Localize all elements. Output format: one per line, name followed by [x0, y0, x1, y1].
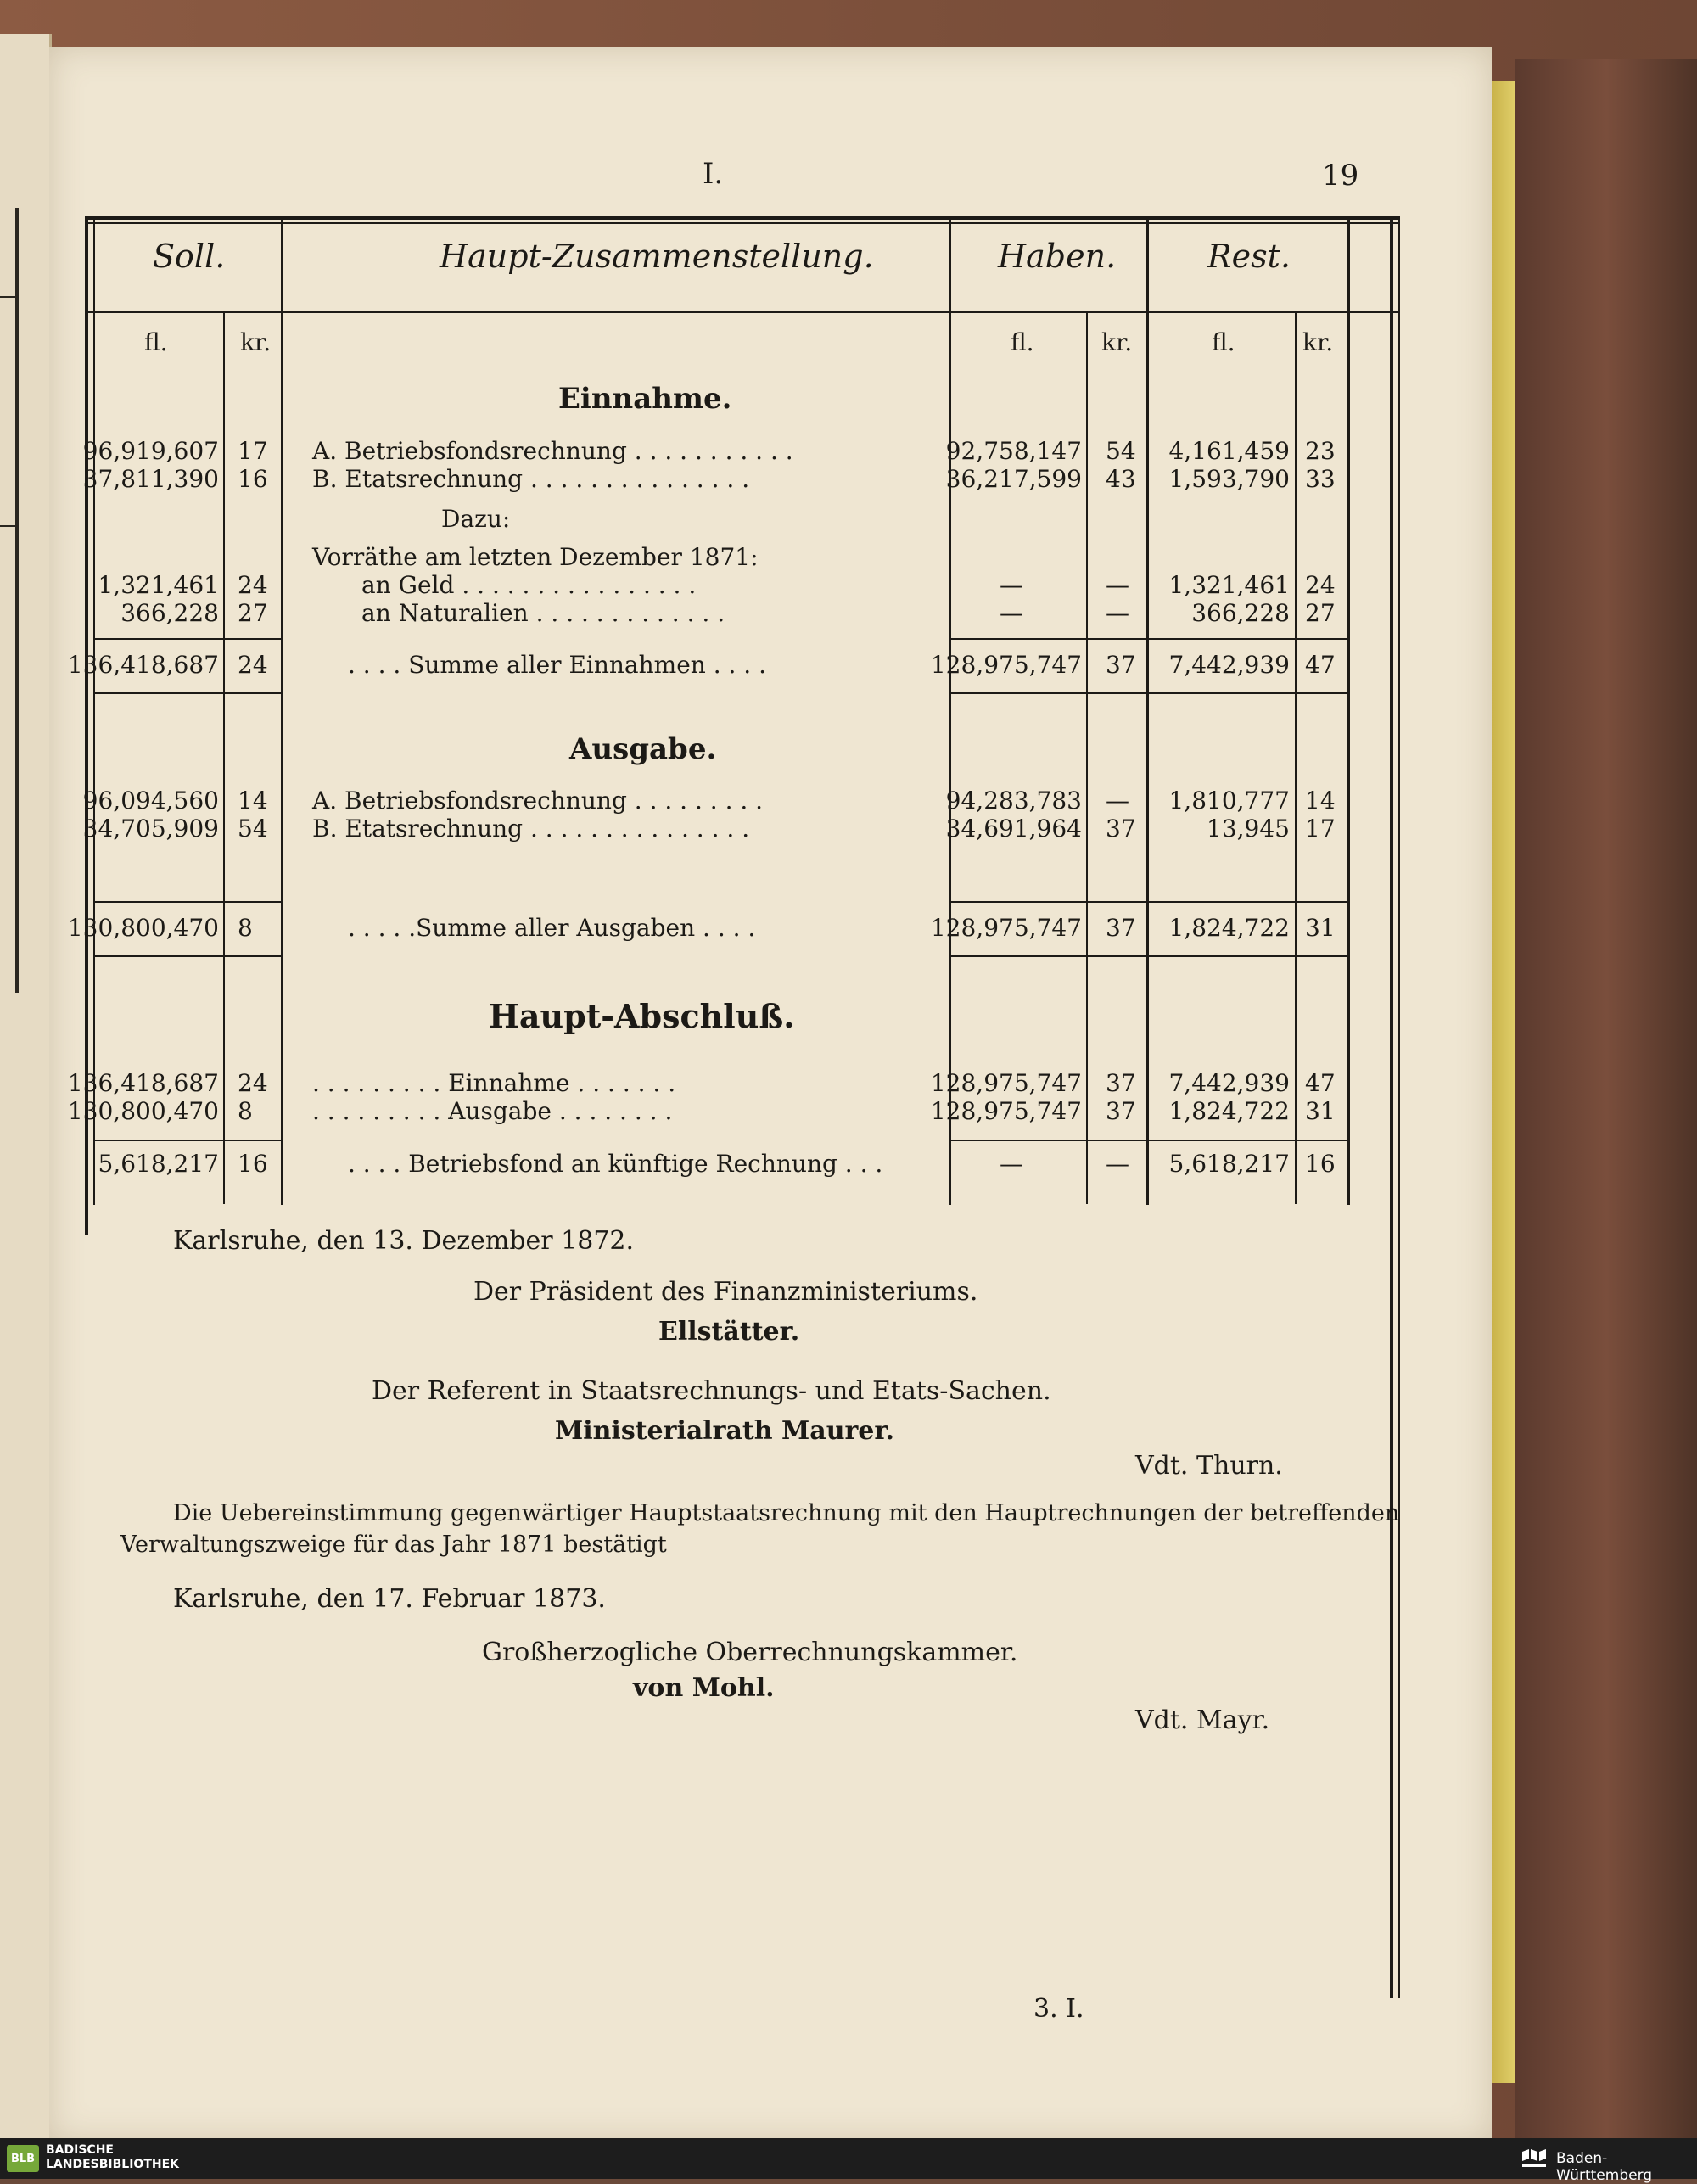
haben-kr: 37: [1106, 1069, 1136, 1097]
table-left-rule-inner: [93, 216, 95, 1205]
rest-kr: 31: [1305, 1097, 1336, 1125]
haben-kr-divider: [1086, 313, 1088, 1204]
rest-kr: 47: [1305, 651, 1336, 679]
haben-kr: 37: [1106, 815, 1136, 843]
soll-kr: 27: [238, 599, 268, 627]
haben-fl: 36,217,599: [945, 465, 1082, 493]
haben-kr: 37: [1106, 1097, 1136, 1125]
soll-fl: 37,811,390: [82, 465, 219, 493]
unit-soll-fl: fl.: [144, 328, 168, 356]
haben-kr: —: [1106, 571, 1129, 599]
book-cover: [1515, 59, 1697, 2138]
row-label: B. Etatsrechnung . . . . . . . . . . . . . . .: [312, 815, 750, 843]
unit-rest-fl: fl.: [1212, 328, 1235, 356]
rest-kr-divider: [1295, 313, 1297, 1204]
total-rule-soll-2: [95, 955, 281, 957]
library-name: [46, 2143, 179, 2172]
soll-fl: 5,618,217: [98, 1150, 219, 1178]
sum-rule-soll-2: [95, 901, 281, 903]
rest-kr: 16: [1305, 1150, 1336, 1178]
referent-name: Ministerialrath Maurer.: [555, 1416, 894, 1446]
vorraethe-label: Vorräthe am letzten Dezember 1871:: [312, 543, 759, 571]
rest-fl: 5,618,217: [1168, 1150, 1290, 1178]
rest-kr: 17: [1305, 815, 1336, 843]
total-rule-soll-1: [95, 692, 281, 694]
table-right-rule-inner: [1347, 216, 1350, 1205]
abschluss-heading: Haupt-Abschluß.: [489, 997, 795, 1035]
sum-rule-haben-3: [951, 1140, 1347, 1141]
bottom-mark: 3. I.: [1033, 1994, 1084, 2024]
row-label: . . . . .Summe aller Ausgaben . . . .: [348, 914, 756, 942]
sum-rule-soll-1: [95, 638, 281, 640]
row-label: B. Etatsrechnung . . . . . . . . . . . . . . .: [312, 465, 750, 493]
haben-fl: 34,691,964: [945, 815, 1082, 843]
rest-kr: 47: [1305, 1069, 1336, 1097]
unit-soll-kr: kr.: [240, 328, 272, 356]
soll-kr: 54: [238, 815, 268, 843]
soll-fl: 96,094,560: [82, 787, 219, 815]
soll-fl: 136,418,687: [67, 651, 219, 679]
haben-kr: —: [1106, 787, 1129, 815]
soll-fl: 1,321,461: [98, 571, 219, 599]
col-title: Haupt-Zusammenstellung.: [440, 238, 874, 275]
state-name: Baden-Württemberg: [1556, 2150, 1653, 2184]
unit-rest-kr: kr.: [1302, 328, 1334, 356]
chamber-line: Großherzogliche Oberrechnungskammer.: [482, 1638, 1018, 1667]
haben-fl: 128,975,747: [930, 1097, 1082, 1125]
haben-kr: 54: [1106, 437, 1136, 465]
haben-fl: —: [1000, 1150, 1023, 1178]
haben-kr: —: [1106, 1150, 1129, 1178]
rest-kr: 14: [1305, 787, 1336, 815]
coat-of-arms-icon: [1519, 2147, 1549, 2170]
soll-fl: 366,228: [120, 599, 219, 627]
rest-fl: 13,945: [1207, 815, 1290, 843]
page-right-frame-inner: [1398, 216, 1400, 1998]
soll-kr: 24: [238, 1069, 268, 1097]
soll-kr: 16: [238, 1150, 268, 1178]
page-number: 19: [1322, 159, 1359, 193]
referent-line: Der Referent in Staatsrechnungs- und Etats-Sachen.: [372, 1376, 1051, 1406]
previous-page-rules: [0, 34, 49, 2138]
soll-fl: 130,800,470: [67, 1097, 219, 1125]
document-page: [49, 47, 1492, 2142]
soll-fl: 34,705,909: [82, 815, 219, 843]
unit-haben-kr: kr.: [1101, 328, 1133, 356]
rest-kr: 33: [1305, 465, 1336, 493]
col-haben: Haben.: [998, 238, 1117, 275]
library-footer: [0, 2138, 1697, 2184]
page-right-frame: [1390, 216, 1393, 1998]
soll-title-divider: [281, 216, 283, 1205]
rest-fl: 1,810,777: [1168, 787, 1290, 815]
haben-fl: —: [1000, 599, 1023, 627]
page-edge-gilt: [1492, 81, 1515, 2083]
rest-fl: 1,321,461: [1168, 571, 1290, 599]
haben-fl: 92,758,147: [945, 437, 1082, 465]
soll-kr: 14: [238, 787, 268, 815]
soll-fl: 136,418,687: [67, 1069, 219, 1097]
haben-kr: 37: [1106, 651, 1136, 679]
haben-kr: —: [1106, 599, 1129, 627]
haben-kr: 37: [1106, 914, 1136, 942]
total-rule-haben-2: [951, 955, 1347, 957]
rest-fl: 1,824,722: [1168, 1097, 1290, 1125]
unit-haben-fl: fl.: [1011, 328, 1034, 356]
rest-fl: 366,228: [1191, 599, 1290, 627]
president-name: Ellstätter.: [658, 1317, 800, 1347]
row-label: . . . . . . . . . Einnahme . . . . . . .: [312, 1069, 676, 1097]
rest-kr: 23: [1305, 437, 1336, 465]
confirmation-line-1: Die Uebereinstimmung gegenwärtiger Hauptstaatsrechnung mit den Hauptrechnungen der betreffenden: [173, 1500, 1400, 1526]
soll-fl: 130,800,470: [67, 914, 219, 942]
row-label: . . . . Betriebsfond an künftige Rechnung . . .: [348, 1150, 883, 1178]
haben-fl: 128,975,747: [930, 914, 1082, 942]
previous-page-edge: [0, 34, 52, 2138]
rest-fl: 7,442,939: [1168, 1069, 1290, 1097]
rest-kr: 27: [1305, 599, 1336, 627]
title-haben-divider: [949, 216, 951, 1205]
sum-rule-haben-2: [951, 901, 1347, 903]
row-label: . . . . . . . . . Ausgabe . . . . . . . .: [312, 1097, 673, 1125]
rest-kr: 24: [1305, 571, 1336, 599]
vdt-2: Vdt. Mayr.: [1135, 1705, 1270, 1735]
einnahme-heading: Einnahme.: [558, 382, 732, 416]
row-label: . . . . Summe aller Einnahmen . . . .: [348, 651, 766, 679]
confirmation-line-2: Verwaltungszweige für das Jahr 1871 bestätigt: [120, 1532, 667, 1558]
library-name-line-1: BADISCHE: [46, 2143, 114, 2157]
vdt-1: Vdt. Thurn.: [1135, 1451, 1283, 1481]
haben-fl: 128,975,747: [930, 651, 1082, 679]
blb-logo-icon: BLB: [7, 2145, 39, 2172]
president-line: Der Präsident des Finanzministeriums.: [473, 1277, 978, 1307]
library-name-line-2: LANDESBIBLIOTHEK: [46, 2158, 180, 2171]
section-number: I.: [703, 157, 724, 191]
sum-rule-soll-3: [95, 1140, 281, 1141]
sum-rule-haben-1: [951, 638, 1347, 640]
total-rule-haben-1: [951, 692, 1347, 694]
soll-kr: 8: [238, 914, 253, 942]
haben-rest-divider: [1146, 216, 1149, 1205]
row-label: A. Betriebsfondsrechnung . . . . . . . . . . .: [312, 437, 793, 465]
rest-fl: 1,593,790: [1168, 465, 1290, 493]
haben-fl: —: [1000, 571, 1023, 599]
dazu-label: Dazu:: [441, 505, 511, 533]
rest-fl: 1,824,722: [1168, 914, 1290, 942]
row-label: an Geld . . . . . . . . . . . . . . . .: [361, 571, 697, 599]
rest-kr: 31: [1305, 914, 1336, 942]
col-soll: Soll.: [153, 238, 226, 275]
ausgabe-heading: Ausgabe.: [569, 732, 717, 766]
soll-kr-divider: [223, 313, 225, 1204]
soll-kr: 8: [238, 1097, 253, 1125]
soll-kr: 24: [238, 651, 268, 679]
haben-kr: 43: [1106, 465, 1136, 493]
soll-kr: 16: [238, 465, 268, 493]
row-label: an Naturalien . . . . . . . . . . . . .: [361, 599, 725, 627]
soll-kr: 17: [238, 437, 268, 465]
place-date-2: Karlsruhe, den 17. Februar 1873.: [173, 1584, 606, 1614]
row-label: A. Betriebsfondsrechnung . . . . . . . . .: [312, 787, 764, 815]
haben-fl: 94,283,783: [945, 787, 1082, 815]
rest-fl: 7,442,939: [1168, 651, 1290, 679]
rest-fl: 4,161,459: [1168, 437, 1290, 465]
place-date-1: Karlsruhe, den 13. Dezember 1872.: [173, 1226, 635, 1256]
soll-kr: 24: [238, 571, 268, 599]
col-rest: Rest.: [1207, 238, 1291, 275]
chamber-name: von Mohl.: [633, 1673, 775, 1703]
soll-fl: 96,919,607: [82, 437, 219, 465]
haben-fl: 128,975,747: [930, 1069, 1082, 1097]
